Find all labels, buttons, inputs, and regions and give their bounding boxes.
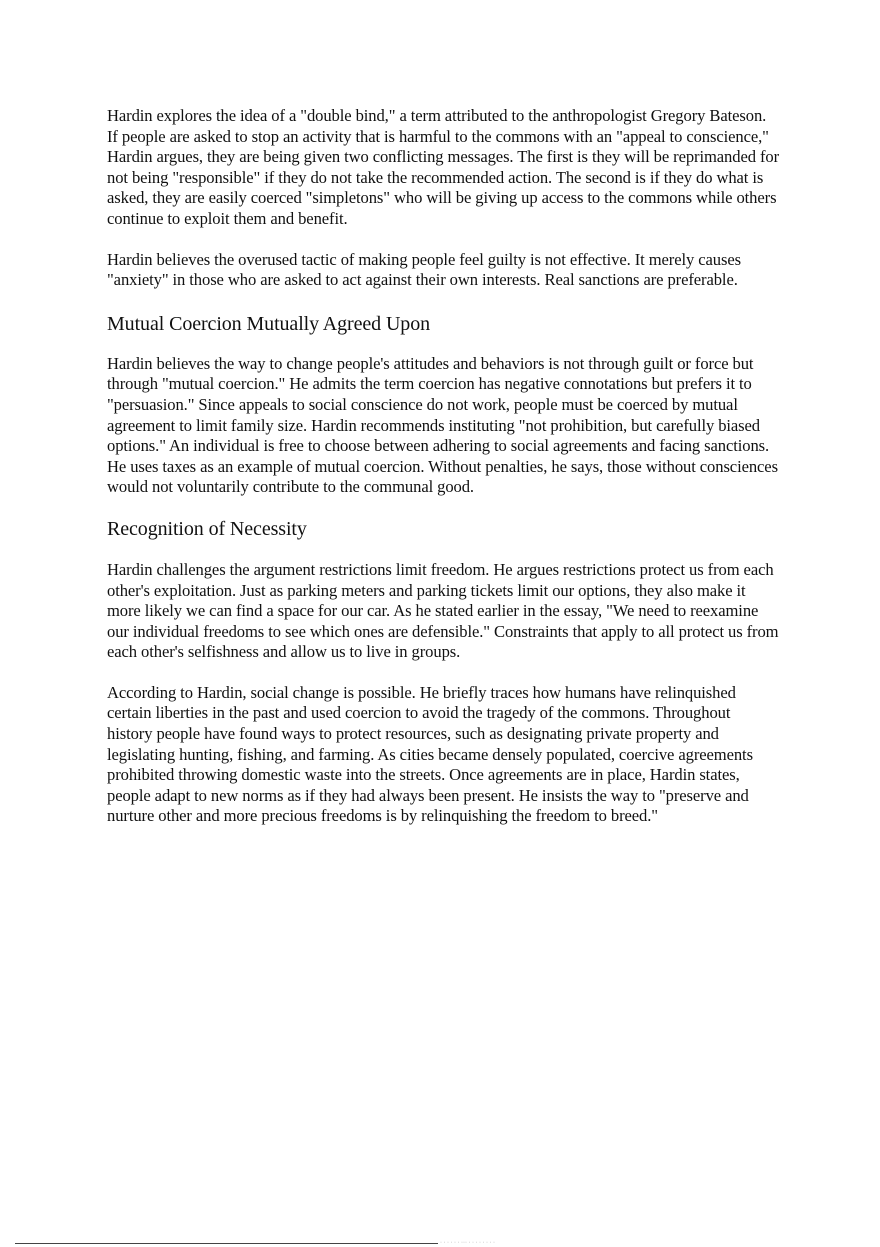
footer-scan-artifact: · · · · · · ··· · · · · · · · · <box>440 1241 495 1245</box>
footer-divider <box>15 1243 438 1244</box>
page-content <box>107 106 779 827</box>
paragraph-guilt: Hardin believes the overused tactic of making people feel guilty is not effective. It merely causes "anxiety" in those who are asked to act against their own interests. Real sanctions are preferable. <box>107 249 741 290</box>
paragraph-double-bind: Hardin explores the idea of a "double bind," a term attributed to the anthropologist Gregory Bateson. If people are asked to stop an activity that is harmful to the commons with an "appeal to conscience," Hardin argues, they are being given two conflicting messages. The first is they will be reprimanded for not being "responsible" if they do not take the recommended action. The second is if they do what is asked, they are easily coerced "simpletons" who will be giving up access to the commons while others continue to exploit them and benefit. <box>107 106 780 228</box>
paragraph-social-change: According to Hardin, social change is possible. He briefly traces how humans have relinquished certain liberties in the past and used coercion to avoid the tragedy of the commons. Throughout history people have found ways to protect resources, such as designating private property and legislating hunting, fishing, and farming. As cities became densely populated, coercive agreements prohibited throwing domestic waste into the streets. Once agreements are in place, Hardin states, people adapt to new norms as if they had always been present. He insists the way to "preserve and nurture other and more precious freedoms is by relinquishing the freedom to breed." <box>107 682 753 826</box>
section-heading-recognition: Recognition of Necessity <box>107 517 307 540</box>
paragraph-mutual-coercion: Hardin believes the way to change people's attitudes and behaviors is not through guilt or force but through "mutual coercion." He admits the term coercion has negative connotations but prefers it to "persuasion." Since appeals to social conscience do not work, people must be coerced by mutual agreement to limit family size. Hardin recommends instituting "not prohibition, but carefully biased options." An individual is free to choose between adhering to social agreements and facing sanctions. He uses taxes as an example of mutual coercion. Without penalties, he says, those without consciences would not voluntarily contribute to the communal good. <box>107 353 778 497</box>
paragraph-restrictions: Hardin challenges the argument restrictions limit freedom. He argues restrictions protect us from each other's exploitation. Just as parking meters and parking tickets limit our options, they also make it more likely we can find a space for our car. As he stated earlier in the essay, "We need to reexamine our individual freedoms to see which ones are defensible." Constraints that apply to all protect us from each other's selfishness and allow us to live in groups. <box>107 559 779 662</box>
section-heading-mutual-coercion: Mutual Coercion Mutually Agreed Upon <box>107 312 431 335</box>
